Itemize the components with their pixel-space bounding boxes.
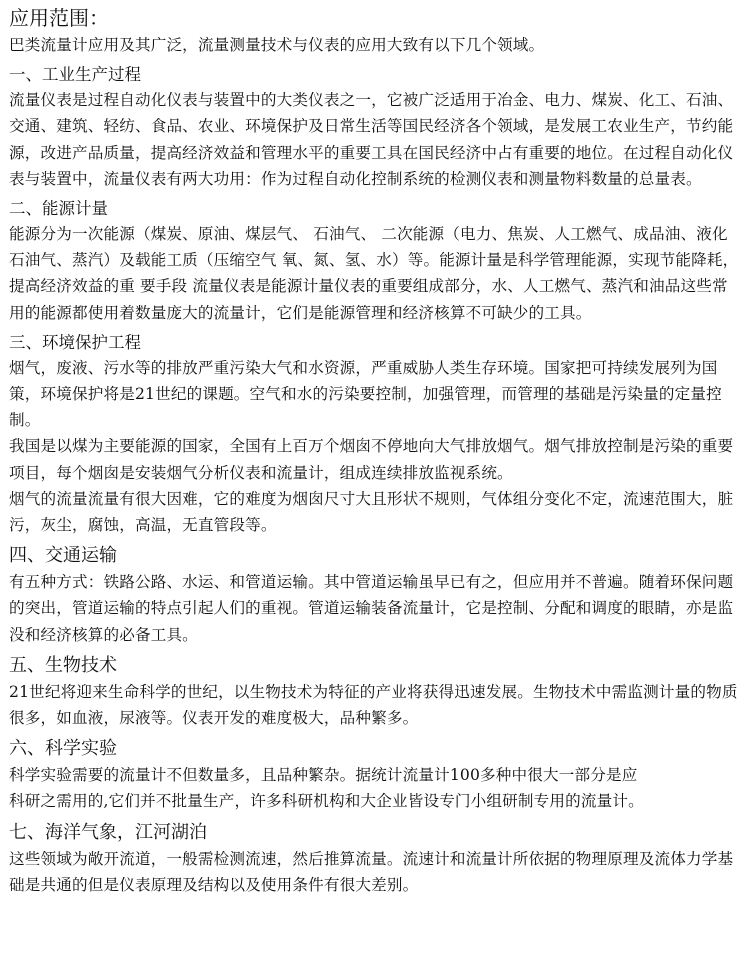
section-heading-biotech: 五、生物技术 [9,654,117,676]
section-paragraph: 这些领域为敞开流道，一般需检测流速，然后推算流量。流速计和流量计所依据的物理原理及流体力学基础是共通的但是仪表原理及结构以及使用条件有很大差别。 [9,849,734,894]
section-heading-ocean: 七、海洋气象，江河湖泊 [9,821,207,843]
section-paragraph: 21世纪将迎来生命科学的世纪，以生物技术为特征的产业将获得迅速发展。生物技术中需监测计量的物质很多，如血液，尿液等。仪表开发的难度极大，品种繁多。 [9,682,738,728]
section-heading-transport: 四、交通运输 [9,545,117,567]
document-title: 应用范围： [9,6,109,30]
section-paragraph: 流量仪表是过程自动化仪表与装置中的大类仪表之一，它被广泛适用于冶金、电力、煤炭、化工、石油、交通、建筑、轻纺、食品、农业、环境保护及日常生活等国民经济各个领域，是发展工农业生产，节约能源，改进产品质量，提高经济效益和管理水平的重要工具在国民经济中占有重要的地位。在过程自动化仪表与装置中，流量仪表有两大功用：作为过程自动化控制系统的检测仪表和测量物料数量的总量表。 [9,91,734,188]
section-paragraph: 有五种方式：铁路公路、水运、和管道运输。其中管道运输虽早已有之，但应用并不普遍。随着环保问题的突出，管道运输的特点引起人们的重视。管道运输装备流量计，它是控制、分配和调度的眼睛，亦是监没和经济核算的必备工具。 [9,573,734,644]
section-heading-energy: 二、能源计量 [9,199,108,219]
section-paragraph: 能源分为一次能源（煤炭、原油、煤层气、 石油气、 二次能源（电力、焦炭、人工燃气、成品油、液化石油气、蒸汽）及载能工质（压缩空气 氧、氮、氢、水）等。能源计量是科学管理能源，实现节能降耗，提高经济效益的重 要手段 流量仪表是能源计量仪表的重要组成部分，水、人工燃气、蒸汽和油品这些常用的能源都使用着数量庞大的流量计，它们是能源管理和经济核算不可缺少的工具。 [9,225,739,322]
section-paragraph: 我国是以煤为主要能源的国家，全国有上百万个烟囱不停地向大气排放烟气。烟气排放控制是污染的重要项目，每个烟囱是安装烟气分析仪表和流量计，组成连续排放监视系统。 [9,437,734,482]
section-heading-environment: 三、环境保护工程 [9,332,141,352]
section-heading-industrial: 一、工业生产过程 [9,65,141,85]
section-paragraph: 烟气的流量流量有很大因难，它的难度为烟囱尺寸大且形状不规则，气体组分变化不定，流速范围大，脏污，灰尘，腐蚀，高温，无直管段等。 [9,489,734,535]
intro-paragraph: 巴类流量计应用及其广泛，流量测量技术与仪表的应用大致有以下几个领域。 [9,36,545,54]
section-heading-science: 六、科学实验 [9,738,117,760]
section-paragraph: 科学实验需要的流量计不但数量多，且品种繁杂。据统计流量计100多种中很大一部分是应科研之需用的,它们并不批量生产，许多科研机构和大企业皆设专门小组研制专用的流量计。 [9,766,644,811]
section-paragraph: 烟气，废液、污水等的排放严重污染大气和水资源，严重威胁人类生存环境。国家把可持续发展列为国策，环境保护将是21世纪的课题。空气和水的污染要控制，加强管理，而管理的基础是污染量的定量控制。 [9,358,722,430]
